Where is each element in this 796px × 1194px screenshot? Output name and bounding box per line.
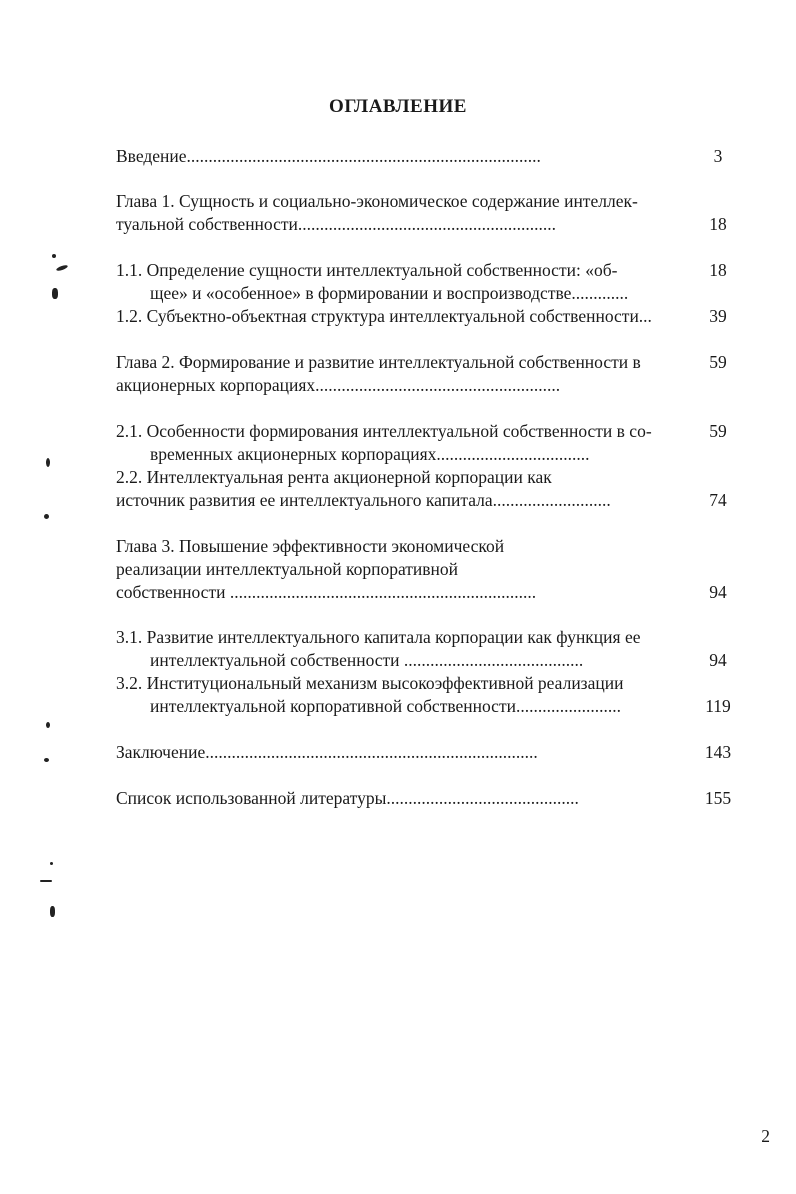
toc-conclusion-page: 143 bbox=[704, 742, 732, 762]
toc-intro-line: Введение................................................................................. bbox=[116, 146, 541, 166]
toc-section-3-1-line2: интеллектуальной собственности ......................................... bbox=[150, 650, 584, 670]
toc-section-3-1-page: 94 bbox=[709, 650, 727, 670]
scan-speck bbox=[50, 862, 53, 865]
toc-section-2-2-line2: источник развития ее интеллектуального капитала........................... bbox=[116, 490, 611, 510]
scan-speck bbox=[46, 458, 50, 467]
scan-speck bbox=[44, 514, 49, 519]
toc-chapter1-line1: Глава 1. Сущность и социально-экономическое содержание интеллек- bbox=[116, 191, 638, 211]
toc-section-2-2-page: 74 bbox=[709, 490, 727, 510]
toc-chapter3-page: 94 bbox=[709, 582, 727, 602]
toc-section-1-2-line: 1.2. Субъектно-объектная структура интеллектуальной собственности... bbox=[116, 306, 652, 326]
toc-chapter2-line1: Глава 2. Формирование и развитие интеллектуальной собственности в bbox=[116, 352, 641, 372]
toc-chapter1-page: 18 bbox=[709, 214, 727, 234]
toc-bibliography-page: 155 bbox=[704, 788, 732, 808]
toc-section-1-1-page: 18 bbox=[709, 260, 727, 280]
toc-chapter3-line3: собственности ...................................................................... bbox=[116, 582, 537, 602]
scan-speck bbox=[40, 880, 52, 882]
toc-chapter1-line2: туальной собственности........................................................... bbox=[116, 214, 557, 234]
toc-section-3-2-line2: интеллектуальной корпоративной собственности........................ bbox=[150, 696, 621, 716]
toc-section-3-1-line1: 3.1. Развитие интеллектуального капитала корпорации как функция ее bbox=[116, 627, 641, 647]
toc-bibliography-line: Список использованной литературы............................................ bbox=[116, 788, 579, 808]
toc-chapter2-line2: акционерных корпорациях........................................................ bbox=[116, 375, 561, 395]
toc-chapter2-page: 59 bbox=[709, 352, 727, 372]
toc-section-2-2-line1: 2.2. Интеллектуальная рента акционерной корпорации как bbox=[116, 467, 552, 487]
scan-speck bbox=[52, 288, 58, 299]
page-number: 2 bbox=[761, 1126, 770, 1146]
scan-speck bbox=[56, 264, 69, 272]
toc-conclusion-line: Заключение............................................................................ bbox=[116, 742, 538, 762]
toc-section-2-1-line1: 2.1. Особенности формирования интеллектуальной собственности в со- bbox=[116, 421, 652, 441]
toc-section-1-1-line2: щее» и «особенное» в формировании и воспроизводстве............. bbox=[150, 283, 629, 303]
scan-speck bbox=[52, 254, 56, 258]
toc-section-2-1-line2: временных акционерных корпорациях................................... bbox=[150, 444, 590, 464]
scan-speck bbox=[44, 758, 49, 762]
toc-section-1-1-line1: 1.1. Определение сущности интеллектуальной собственности: «об- bbox=[116, 260, 618, 280]
toc-section-3-2-line1: 3.2. Институциональный механизм высокоэффективной реализации bbox=[116, 673, 624, 693]
page-title: ОГЛАВЛЕНИЕ bbox=[329, 96, 467, 117]
scan-speck bbox=[50, 906, 55, 917]
toc-section-2-1-page: 59 bbox=[709, 421, 727, 441]
toc-intro-page: 3 bbox=[713, 146, 723, 166]
toc-section-3-2-page: 119 bbox=[705, 696, 731, 716]
scan-speck bbox=[46, 722, 50, 728]
toc-chapter3-line1: Глава 3. Повышение эффективности экономической bbox=[116, 536, 505, 556]
toc-chapter3-line2: реализации интеллектуальной корпоративной bbox=[116, 559, 459, 579]
toc-section-1-2-page: 39 bbox=[709, 306, 727, 326]
